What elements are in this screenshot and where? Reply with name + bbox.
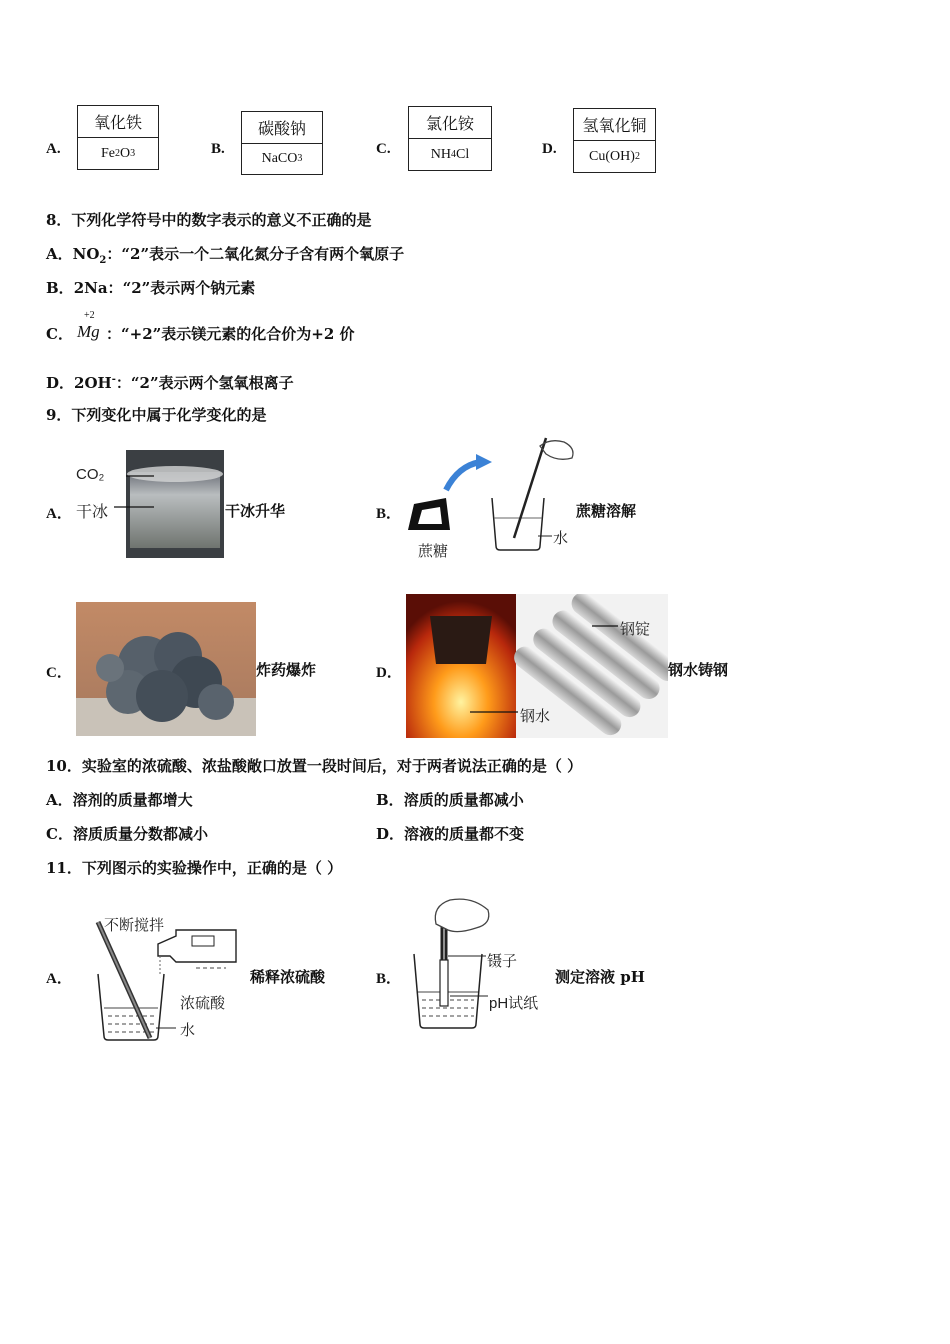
water-label: 水 [553,530,569,547]
q11-option-b-letter: B． [376,971,402,987]
option-letter: C． [46,825,73,843]
separator: ： [106,325,122,343]
q7-option-a-name: 氧化铁 [78,106,158,138]
tweezers-label: 镊子 [487,953,518,970]
q10-stem: 10．实验室的浓硫酸、浓盐酸敞口放置一段时间后，对于两者说法正确的是（ ） [46,757,583,775]
molten-steel-label: 钢水 [520,708,551,725]
option-text: “2”表示两个钠元素 [122,279,256,297]
q9-option-a-caption: 干冰升华 [225,502,286,520]
q9-option-c-caption: 炸药爆炸 [256,661,317,679]
water-label-11: 水 [180,1022,196,1039]
q7-option-d-label [573,108,656,173]
option-text: 溶质的质量都减小 [403,791,524,809]
q7-option-d-name: 氢氧化铜 [574,109,655,141]
q10-option-b [376,790,524,810]
q9-stem: 9．下列变化中属于化学变化的是 [46,406,267,424]
q7-option-b-formula: NaCO 3 [261,150,303,166]
q7-option-c-letter: C. [376,141,391,157]
option-letter: A． [46,791,73,809]
q8-option-d [46,370,294,393]
sugar-label: 蔗糖 [418,543,449,560]
option-letter: A． [46,245,73,263]
q9-option-b-caption: 蔗糖溶解 [576,502,637,520]
q7-option-c-label [408,106,492,171]
q7-option-b-label [241,111,323,175]
q7-option-c-name: 氯化铵 [409,107,491,139]
option-letter: C． [46,325,73,343]
q11-option-b-caption: 测定溶液 pH [555,968,645,986]
q9-option-d-caption: 钢水铸钢 [668,661,729,679]
q8-stem: 8．下列化学符号中的数字表示的意义不正确的是 [46,211,372,229]
q8-option-b [46,278,255,298]
co2-label: CO₂ [76,466,105,483]
q7-option-b-name: 碳酸钠 [242,112,322,144]
mg-valence-charge: +2 [84,310,95,321]
q7-option-a-formula: Fe 2 O 3 [100,145,136,161]
option-letter: B． [376,791,404,809]
q9-option-c-letter: C． [46,665,72,681]
q9-option-b-letter: B． [376,506,402,522]
q7-option-a-label [77,105,159,170]
steel-ingot-label: 钢锭 [620,621,651,638]
q11-option-a-letter: A． [46,971,72,987]
q11-stem: 11．下列图示的实验操作中，正确的是（ ） [46,859,343,877]
q9-option-a-letter: A． [46,506,72,522]
option-text: 溶液的质量都不变 [404,825,525,843]
option-letter: B． [46,279,74,297]
q8-option-a [46,244,404,271]
ph-test-diagram [406,894,556,1034]
option-text: 溶质质量分数都减小 [72,825,208,843]
q7-option-d-letter: D. [542,141,557,157]
mg-element-symbol: Mg [77,322,100,341]
option-text: “2”表示一个二氧化氮分子含有两个氧原子 [121,245,405,263]
option-text: “+2”表示镁元素的化合价为+2 价 [121,325,355,343]
q7-option-c-formula: NH 4 Cl [430,146,470,162]
q10-option-d [376,824,524,844]
q7-option-b-letter: B. [211,141,225,157]
chem-symbol: $NO_2$： [72,245,122,266]
chem-symbol: 2OH-： [74,374,131,392]
q7-option-d-formula: Cu(OH) 2 [589,148,640,164]
q10-option-a [46,790,193,810]
stir-constantly-label: 不断搅拌 [104,917,165,934]
q8-option-c [46,324,73,344]
conc-acid-label: 浓硫酸 [180,995,226,1012]
option-letter: D． [376,825,405,843]
chem-symbol: 2Na： [73,279,123,297]
dry-ice-label: 干冰 [76,504,109,521]
ph-paper-label: pH试纸 [489,995,539,1012]
q10-option-c [46,824,208,844]
option-letter: D． [46,374,75,392]
option-text: 溶剂的质量都增大 [72,791,193,809]
q7-option-a-letter: A. [46,141,61,157]
q9-option-d-letter: D． [376,665,402,681]
q8-option-c-text [106,324,355,344]
explosion-photo [76,602,256,736]
option-text: “2”表示两个氢氧根离子 [130,374,294,392]
q11-option-a-caption: 稀释浓硫酸 [250,968,326,986]
